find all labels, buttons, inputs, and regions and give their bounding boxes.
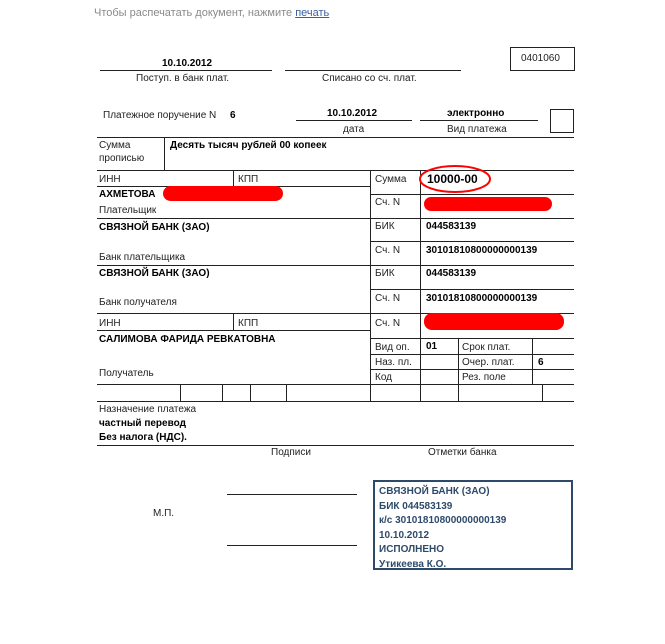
payment-type-line	[420, 120, 538, 121]
grid-line	[164, 137, 165, 170]
grid-line	[97, 401, 574, 402]
grid-line	[233, 313, 234, 330]
amount-words-label: Сумма	[99, 140, 131, 151]
received-label: Поступ. в банк плат.	[136, 73, 230, 84]
payer-role-label: Плательщик	[99, 205, 157, 216]
order-date-label: дата	[343, 124, 365, 135]
recipient-bank-account-label: Сч. N	[375, 293, 401, 304]
stamp-line: Утикеева К.О.	[379, 558, 447, 570]
recipient-name: САЛИМОВА ФАРИДА РЕВКАТОВНА	[99, 334, 276, 345]
stamp-place-label: М.П.	[153, 508, 175, 519]
grid-line	[97, 330, 370, 331]
order-date-line	[296, 120, 412, 121]
payment-type-label: Вид платежа	[447, 124, 507, 135]
payer-bank-bik: 044583139	[426, 221, 477, 232]
stamp-line: СВЯЗНОЙ БАНК (ЗАО)	[379, 486, 490, 497]
stamp-line: 10.10.2012	[379, 529, 430, 541]
purpose-line2: Без налога (НДС).	[99, 432, 187, 443]
grid-line	[370, 369, 574, 370]
grid-line	[370, 289, 574, 290]
payer-account-label: Сч. N	[375, 197, 401, 208]
grid-line	[97, 265, 574, 266]
grid-line	[370, 170, 371, 401]
order-label: Платежное поручение N	[103, 110, 217, 121]
recipient-bank-role-label: Банк получателя	[99, 297, 177, 308]
reserve-label: Рез. поле	[462, 372, 506, 383]
payment-type: электронно	[447, 108, 505, 119]
purpose-line1: частный перевод	[99, 418, 186, 429]
recipient-account-redaction	[424, 313, 564, 330]
term-label: Срок плат.	[462, 342, 511, 353]
print-note-text: Чтобы распечатать документ, нажмите	[94, 7, 296, 19]
payer-bank-account-label: Сч. N	[375, 245, 401, 256]
grid-line	[97, 137, 574, 138]
grid-line	[420, 170, 421, 401]
purpose-bottom-line	[97, 445, 574, 446]
grid-line	[97, 218, 574, 219]
grid-line	[458, 338, 459, 401]
bank-stamp	[373, 480, 573, 570]
grid-line	[97, 170, 574, 171]
stamp-line: БИК 044583139	[379, 500, 453, 512]
bank-marks-label: Отметки банка	[428, 447, 497, 458]
op-type: 01	[426, 341, 438, 352]
payer-amount-label: Сумма	[375, 174, 407, 185]
signature-line-2	[227, 545, 357, 546]
payer-bank-account: 30101810800000000139	[426, 245, 538, 256]
grid-line	[370, 338, 574, 339]
code-label: Код	[375, 372, 393, 383]
grid-line	[542, 384, 543, 401]
grid-line	[250, 384, 251, 401]
queue-value: 6	[538, 357, 544, 368]
amount-words-label-2: прописью	[99, 153, 145, 164]
grid-line	[370, 354, 574, 355]
received-date: 10.10.2012	[162, 58, 213, 69]
received-line	[100, 70, 272, 71]
grid-line	[370, 241, 574, 242]
payer-kpp-label: КПП	[238, 174, 259, 185]
amount-words-value: Десять тысяч рублей 00 копеек	[170, 140, 327, 151]
recipient-bank-account: 30101810800000000139	[426, 293, 538, 304]
recipient-kpp-label: КПП	[238, 318, 259, 329]
payment-type-box	[550, 109, 574, 133]
payer-name-redaction	[163, 186, 283, 201]
signatures-label: Подписи	[271, 447, 311, 458]
payer-bank-role-label: Банк плательщика	[99, 252, 186, 263]
recipient-inn-label: ИНН	[99, 318, 121, 329]
payer-account-redaction	[424, 197, 552, 211]
written-off-label: Списано со сч. плат.	[322, 73, 417, 84]
payer-inn-label: ИНН	[99, 174, 121, 185]
stamp-line: ИСПОЛНЕНО	[379, 544, 445, 555]
form-code: 0401060	[521, 53, 560, 64]
recipient-account-label: Сч. N	[375, 318, 401, 329]
print-note	[94, 7, 329, 19]
recipient-bank-bik: 044583139	[426, 268, 477, 279]
grid-line	[233, 170, 234, 186]
signature-line-1	[227, 494, 357, 495]
grid-line	[180, 384, 181, 401]
order-date: 10.10.2012	[327, 108, 378, 119]
recipient-role-label: Получатель	[99, 368, 154, 379]
payer-amount: 10000-00	[427, 172, 478, 186]
print-link[interactable]: печать	[295, 7, 330, 19]
order-number: 6	[230, 110, 236, 121]
purpose-label: Назначение платежа	[99, 404, 197, 415]
recipient-bank-bik-label: БИК	[375, 268, 395, 279]
grid-line	[97, 384, 574, 385]
purpose-code-label: Наз. пл.	[375, 357, 412, 368]
written-off-line	[285, 70, 461, 71]
grid-line	[286, 384, 287, 401]
stamp-line: к/с 30101810800000000139	[379, 515, 507, 526]
recipient-bank-name: СВЯЗНОЙ БАНК (ЗАО)	[99, 268, 210, 279]
op-type-label: Вид оп.	[375, 342, 410, 353]
amount-highlight-circle	[418, 163, 492, 195]
payer-name: АХМЕТОВА	[99, 189, 156, 200]
payer-bank-bik-label: БИК	[375, 221, 395, 232]
grid-line	[532, 338, 533, 384]
grid-line	[222, 384, 223, 401]
payer-bank-name: СВЯЗНОЙ БАНК (ЗАО)	[99, 222, 210, 233]
queue-label: Очер. плат.	[462, 357, 515, 368]
